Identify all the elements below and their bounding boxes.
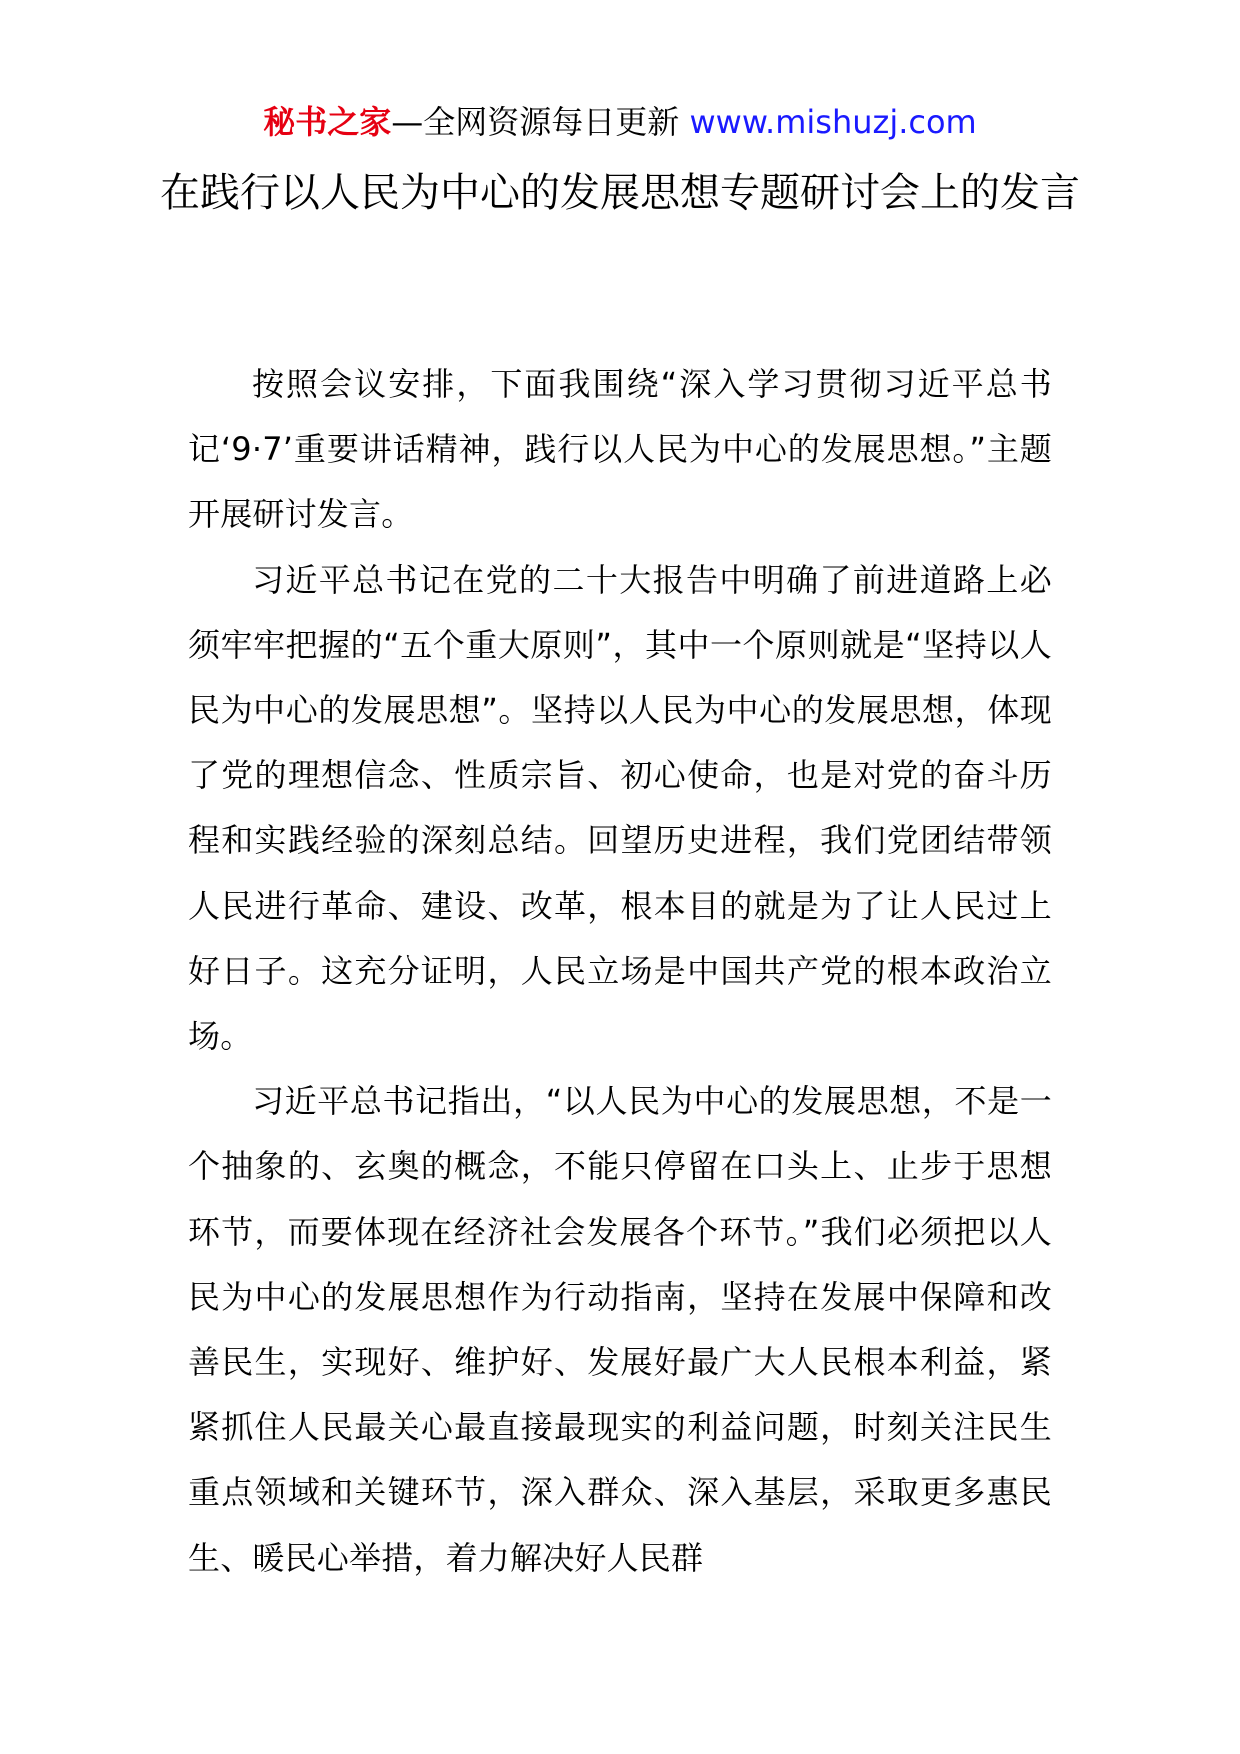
site-header [0,100,1240,144]
body-paragraph-3: 习近平总书记指出，“以人民为中心的发展思想，不是一个抽象的、玄奥的概念，不能只停留在口头上、止步于思想环节，而要体现在经济社会发展各个环节。”我们必须把以人民为中心的发展思想作为行动指南，坚持在发展中保障和改善民生，实现好、维护好、发展好最广大人民根本利益，紧紧抓住人民最关心最直接最现实的利益问题，时刻关注民生重点领域和关键环节，深入群众、深入基层，采取更多惠民生、暖民心举措，着力解决好人民群 [188,1082,1052,1577]
brand-name: 秘书之家 [263,103,392,141]
site-url-link[interactable]: www.mishuzj.com [689,103,977,141]
header-tagline: —全网资源每日更新 [391,103,690,141]
body-paragraph-2: 习近平总书记在党的二十大报告中明确了前进道路上必须牢牢把握的“五个重大原则”，其中一个原则就是“坚持以人民为中心的发展思想”。坚持以人民为中心的发展思想，体现了党的理想信念、性质宗旨、初心使命，也是对党的奋斗历程和实践经验的深刻总结。回望历史进程，我们党团结带领人民进行革命、建设、改革，根本目的就是为了让人民过上好日子。这充分证明，人民立场是中国共产党的根本政治立场。 [188,560,1052,1056]
body-paragraph-1: 按照会议安排，下面我围绕“深入学习贯彻习近平总书记‘9·7’重要讲话精神，践行以人民为中心的发展思想。”主题开展研讨发言。 [188,365,1052,534]
document-title: 在践行以人民为中心的发展思想专题研讨会上的发言 [160,170,1080,216]
document-body [188,352,1052,1591]
